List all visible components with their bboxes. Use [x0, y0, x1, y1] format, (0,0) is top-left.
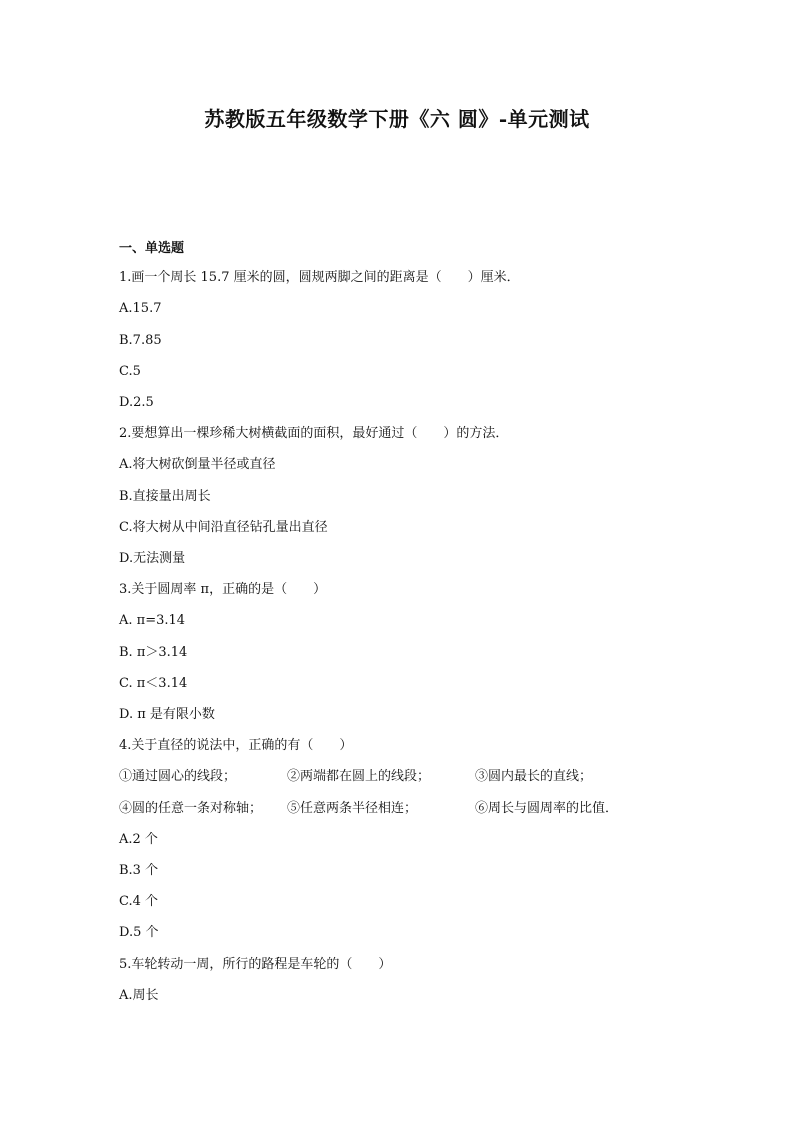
question-3-option-a: A. π=3.14 [119, 613, 186, 628]
question-2-option-b: B.直接量出周长 [119, 489, 211, 504]
question-4-stem: 4.关于直径的说法中，正确的有（ ） [119, 738, 353, 753]
question-5-option-a: A.周长 [119, 988, 159, 1003]
question-5-stem: 5.车轮转动一周，所行的路程是车轮的（ ） [119, 957, 392, 972]
statement-4: ④圆的任意一条对称轴； [119, 801, 263, 816]
question-4-option-a: A.2 个 [119, 832, 158, 847]
question-2-option-d: D.无法测量 [119, 551, 186, 566]
question-1-stem: 1.画一个周长 15.7 厘米的圆，圆规两脚之间的距离是（ ）厘米． [119, 270, 520, 285]
question-3-stem: 3.关于圆周率 π，正确的是（ ） [119, 582, 327, 597]
question-3-option-c: C. π＜3.14 [119, 676, 188, 691]
question-1-option-c: C.5 [119, 364, 141, 379]
question-4-option-c: C.4 个 [119, 894, 159, 909]
document-title: 苏教版五年级数学下册《六 圆》-单元测试 [204, 107, 590, 131]
section-heading: 一、单选题 [119, 241, 185, 256]
question-4-option-b: B.3 个 [119, 863, 159, 878]
question-2-option-a: A.将大树砍倒量半径或直径 [119, 457, 276, 472]
question-2-option-c: C.将大树从中间沿直径钻孔量出直径 [119, 520, 328, 535]
question-4-option-d: D.5 个 [119, 925, 159, 940]
question-1-option-b: B.7.85 [119, 333, 162, 348]
question-1-option-d: D.2.5 [119, 395, 154, 410]
question-3-option-b: B. π＞3.14 [119, 645, 188, 660]
statement-6: ⑥周长与圆周率的比值． [475, 801, 619, 816]
question-2-stem: 2.要想算出一棵珍稀大树横截面的面积，最好通过（ ）的方法． [119, 426, 509, 441]
statement-5: ⑤任意两条半径相连； [287, 801, 418, 816]
question-1-option-a: A.15.7 [119, 301, 162, 316]
question-3-option-d: D. π 是有限小数 [119, 707, 215, 722]
statement-2: ②两端都在圆上的线段； [287, 769, 431, 784]
statement-1: ①通过圆心的线段； [119, 769, 237, 784]
statement-3: ③圆内最长的直线； [475, 769, 593, 784]
